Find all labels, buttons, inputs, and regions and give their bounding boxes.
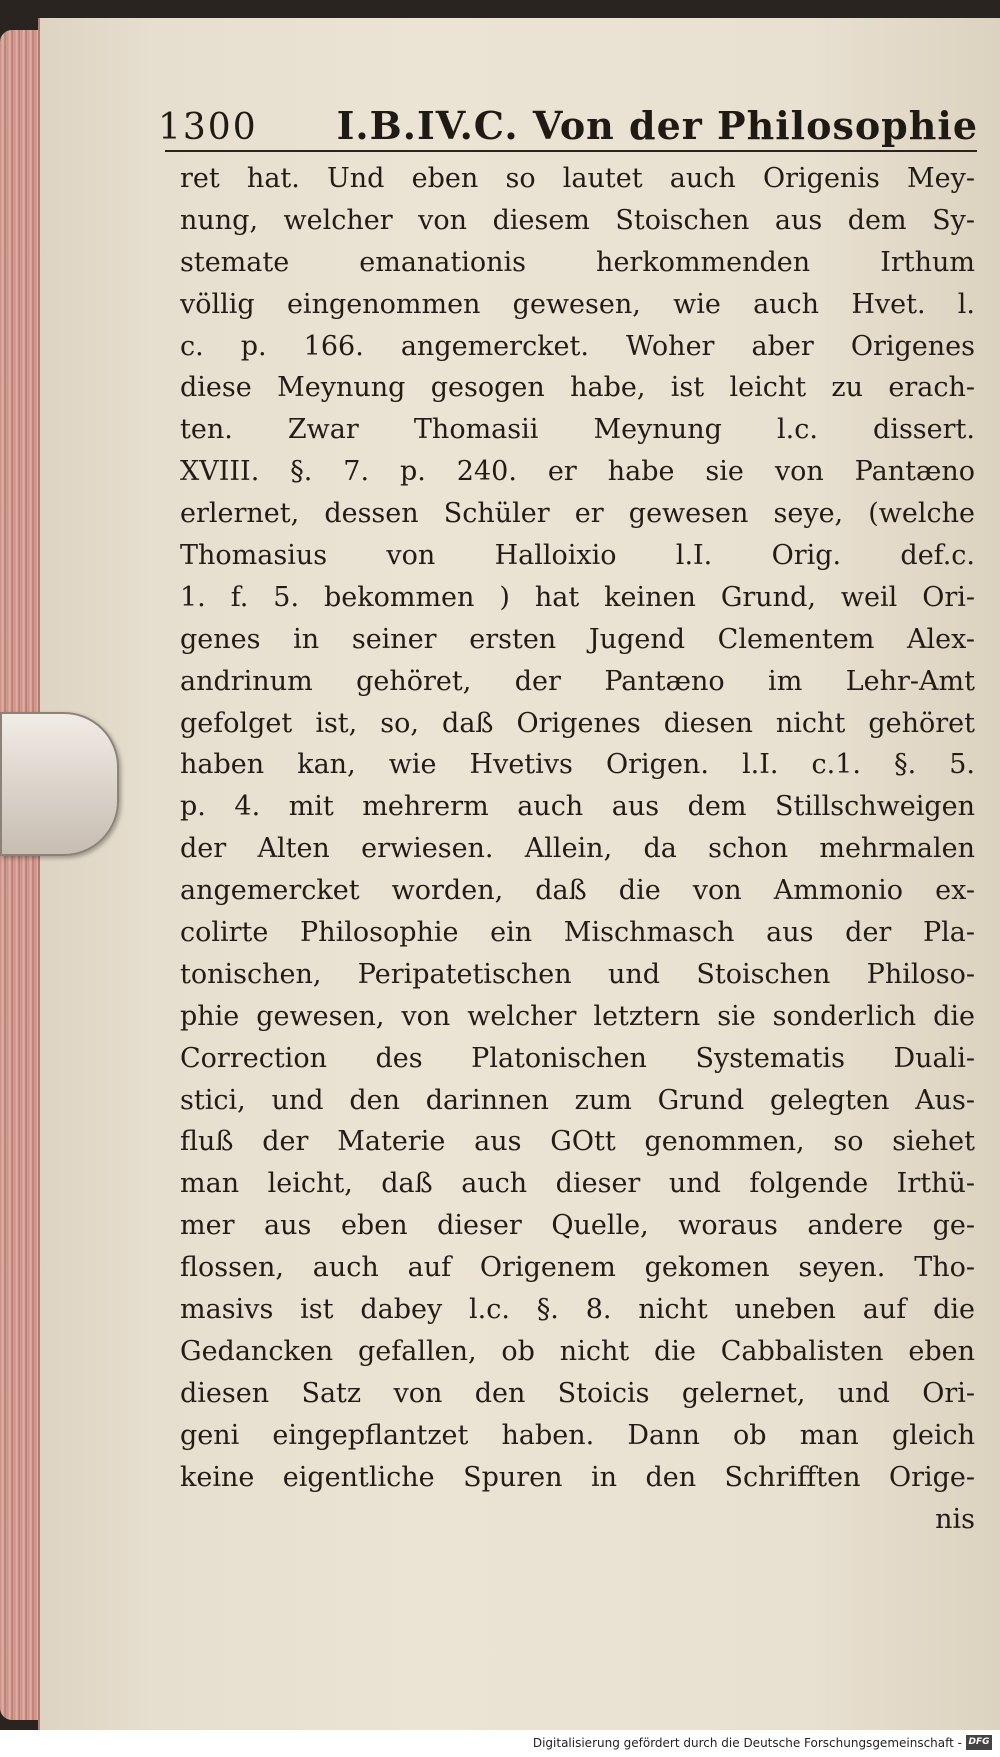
- text-line: XVIII. §. 7. p. 240. er habe sie von Pantæno: [180, 456, 975, 488]
- text-line: geni eingepflantzet haben. Dann ob man gleich: [180, 1419, 975, 1451]
- page-header: [158, 78, 978, 148]
- text-line: man leicht, daß auch dieser und folgende Irthü-: [180, 1168, 975, 1200]
- text-line: stemate emanationis herkommenden Irthum: [180, 246, 975, 278]
- text-line: mer aus eben dieser Quelle, woraus andere ge-: [180, 1210, 975, 1242]
- text-line: nung, welcher von diesem Stoischen aus dem Sy-: [180, 204, 975, 236]
- text-line: phie gewesen, von welcher letztern sie sonderlich die: [180, 1000, 975, 1032]
- text-line: c. p. 166. angemercket. Woher aber Origenes: [180, 330, 975, 362]
- text-line: ten. Zwar Thomasii Meynung l.c. dissert.: [180, 414, 975, 446]
- text-line: flossen, auch auf Origenem gekomen seyen. Tho-: [180, 1252, 975, 1284]
- text-line: p. 4. mit mehrerm auch aus dem Stillschweigen: [180, 791, 975, 823]
- clasp-tab: [0, 712, 119, 856]
- text-line: tonischen, Peripatetischen und Stoischen Philoso-: [180, 958, 975, 990]
- text-line: fluß der Materie aus GOtt genommen, so siehet: [180, 1126, 975, 1158]
- text-line: stici, und den darinnen zum Grund gelegten Aus-: [180, 1084, 975, 1116]
- header-rule: [165, 150, 977, 152]
- page-number: 1300: [158, 107, 258, 148]
- body-text: [180, 158, 975, 1540]
- text-line: angemercket worden, daß die von Ammonio ex-: [180, 875, 975, 907]
- text-line: keine eigentliche Spuren in den Schrifften Orige-: [180, 1461, 975, 1493]
- text-line: diesen Satz von den Stoicis gelernet, und Ori-: [180, 1377, 975, 1409]
- text-line: gefolget ist, so, daß Origenes diesen nicht gehöret: [180, 707, 975, 739]
- text-line: diese Meynung gesogen habe, ist leicht zu erach-: [180, 372, 975, 404]
- dfg-logo: DFG: [966, 1735, 992, 1750]
- text-line: der Alten erwiesen. Allein, da schon mehrmalen: [180, 833, 975, 865]
- text-line: ret hat. Und eben so lautet auch Origenis Mey-: [180, 163, 975, 194]
- text-line: masivs ist dabey l.c. §. 8. nicht uneben auf die: [180, 1294, 975, 1326]
- text-line: völlig eingenommen gewesen, wie auch Hvet. l.: [180, 288, 975, 320]
- catchword: nis: [935, 1503, 975, 1535]
- text-line: Thomasius von Halloixio l.I. Orig. def.c.: [180, 540, 975, 572]
- text-line: colirte Philosophie ein Mischmasch aus der Pla-: [180, 917, 975, 949]
- text-line: erlernet, dessen Schüler er gewesen seye, (welche: [180, 498, 975, 530]
- text-line: andrinum gehöret, der Pantæno im Lehr-Amt: [180, 665, 975, 697]
- text-line: genes in seiner ersten Jugend Clementem Alex-: [180, 623, 975, 655]
- text-line: haben kan, wie Hvetivs Origen. l.I. c.1. §. 5.: [180, 749, 975, 781]
- text-line: Gedancken gefallen, ob nicht die Cabbalisten eben: [180, 1335, 975, 1367]
- text-line: Correction des Platonischen Systematis Duali-: [180, 1042, 975, 1074]
- funding-credit: Digitalisierung gefördert durch die Deutsche Forschungsgemeinschaft -: [532, 1736, 962, 1750]
- text-line: 1. f. 5. bekommen ) hat keinen Grund, weil Ori-: [180, 581, 975, 613]
- running-head: I.B.IV.C. Von der Philosophie: [336, 103, 978, 148]
